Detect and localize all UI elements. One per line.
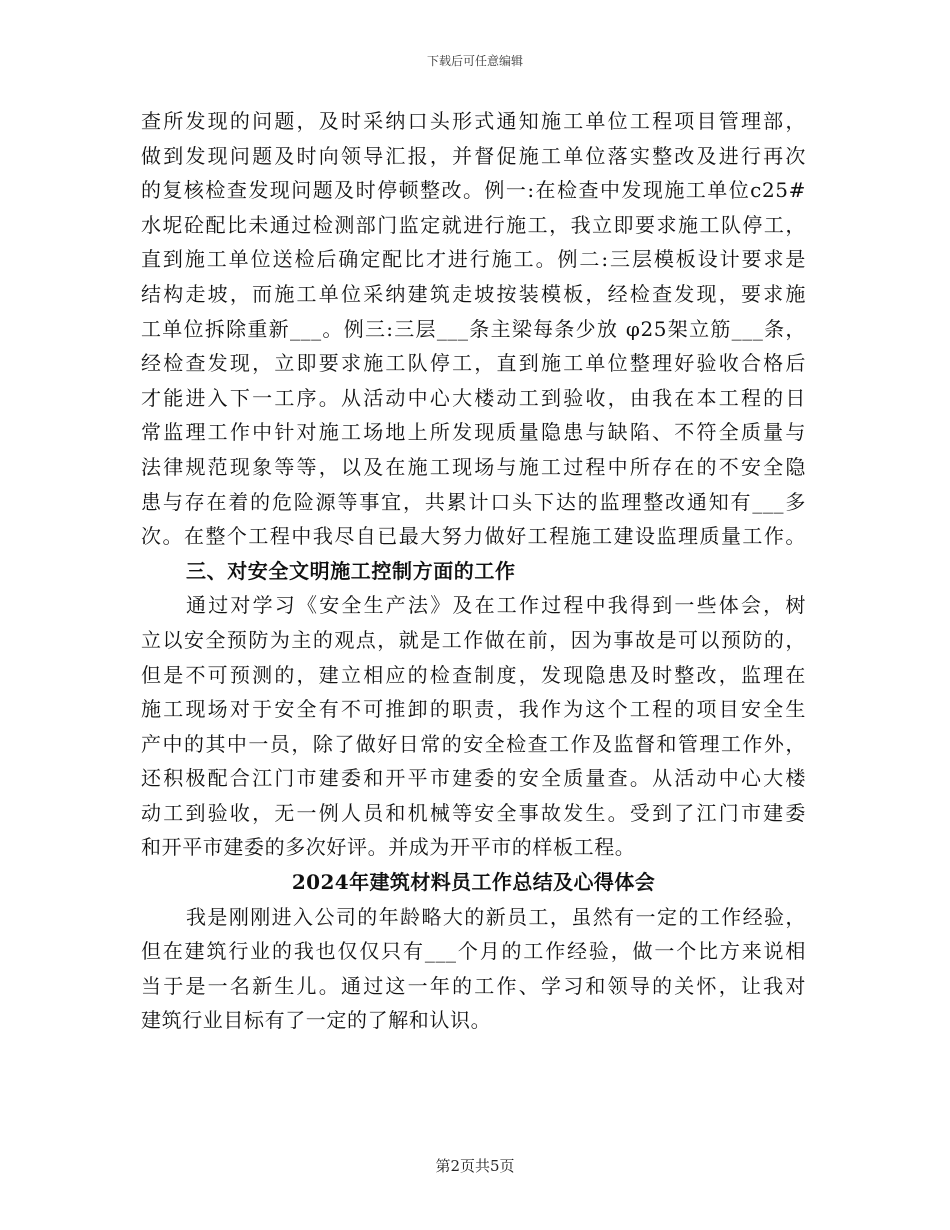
body-line: 建筑行业目标有了一定的了解和认识。 (141, 1008, 492, 1033)
body-line: 还积极配合江门市建委和开平市建委的安全质量查。从活动中心大楼 (141, 766, 806, 791)
body-line: 常监理工作中针对施工场地上所发现质量隐患与缺陷、不符全质量与 (141, 420, 806, 445)
body-line: 工单位拆除重新___。例三:三层___条主梁每条少放 φ25架立筋___条， (141, 316, 806, 341)
body-line: 法律规范现象等等，以及在施工现场与施工过程中所存在的不安全隐 (141, 454, 806, 479)
body-line: 次。在整个工程中我尽自已最大努力做好工程施工建设监理质量工作。 (141, 524, 806, 549)
document-body (141, 104, 806, 1038)
body-line: 直到施工单位送检后确定配比才进行施工。例二:三层模板设计要求是 (141, 247, 806, 272)
body-line: 我是刚刚进入公司的年龄略大的新员工，虽然有一定的工作经验， (186, 904, 806, 929)
body-line: 和开平市建委的多次好评。并成为开平市的样板工程。 (141, 835, 636, 860)
body-line: 才能进入下一工序。从活动中心大楼动工到验收，由我在本工程的日 (141, 385, 806, 410)
body-line: 做到发现问题及时向领导汇报，并督促施工单位落实整改及进行再次 (141, 143, 806, 168)
body-line: 当于是一名新生儿。通过这一年的工作、学习和领导的关怀，让我对 (141, 973, 806, 998)
body-line: 但在建筑行业的我也仅仅只有___个月的工作经验，做一个比方来说相 (141, 939, 806, 964)
section-heading: 三、对安全文明施工控制方面的工作 (186, 558, 516, 583)
body-line: 的复核检查发现问题及时停顿整改。例一:在检查中发现施工单位c25# (141, 178, 806, 203)
body-line: 施工现场对于安全有不可推卸的职责，我作为这个工程的项目安全生 (141, 697, 806, 722)
body-line: 查所发现的问题，及时采纳口头形式通知施工单位工程项目管理部， (141, 109, 806, 133)
body-line: 但是不可预测的，建立相应的检查制度，发现隐患及时整改，监理在 (141, 662, 806, 687)
document-title: 2024年建筑材料员工作总结及心得体会 (291, 870, 656, 895)
body-line: 立以安全预防为主的观点，就是工作做在前，因为事故是可以预防的， (141, 627, 806, 652)
body-line: 患与存在着的危险源等事宜，共累计口头下达的监理整改通知有___多 (141, 489, 806, 514)
body-line: 通过对学习《安全生产法》及在工作过程中我得到一些体会，树 (186, 593, 806, 618)
body-line: 结构走坡，而施工单位采纳建筑走坡按装模板，经检查发现，要求施 (141, 281, 806, 306)
page-header-note: 下载后可任意编辑 (426, 54, 523, 68)
body-line: 水坭砼配比未通过检测部门监定就进行施工，我立即要求施工队停工， (141, 212, 806, 237)
body-line: 产中的其中一员，除了做好日常的安全检查工作及监督和管理工作外， (141, 731, 806, 756)
body-line: 动工到验收，无一例人员和机械等安全事故发生。受到了江门市建委 (141, 800, 806, 825)
body-line: 经检查发现，立即要求施工队停工，直到施工单位整理好验收合格后 (141, 351, 806, 376)
page-number: 第2页共5页 (435, 1157, 515, 1175)
